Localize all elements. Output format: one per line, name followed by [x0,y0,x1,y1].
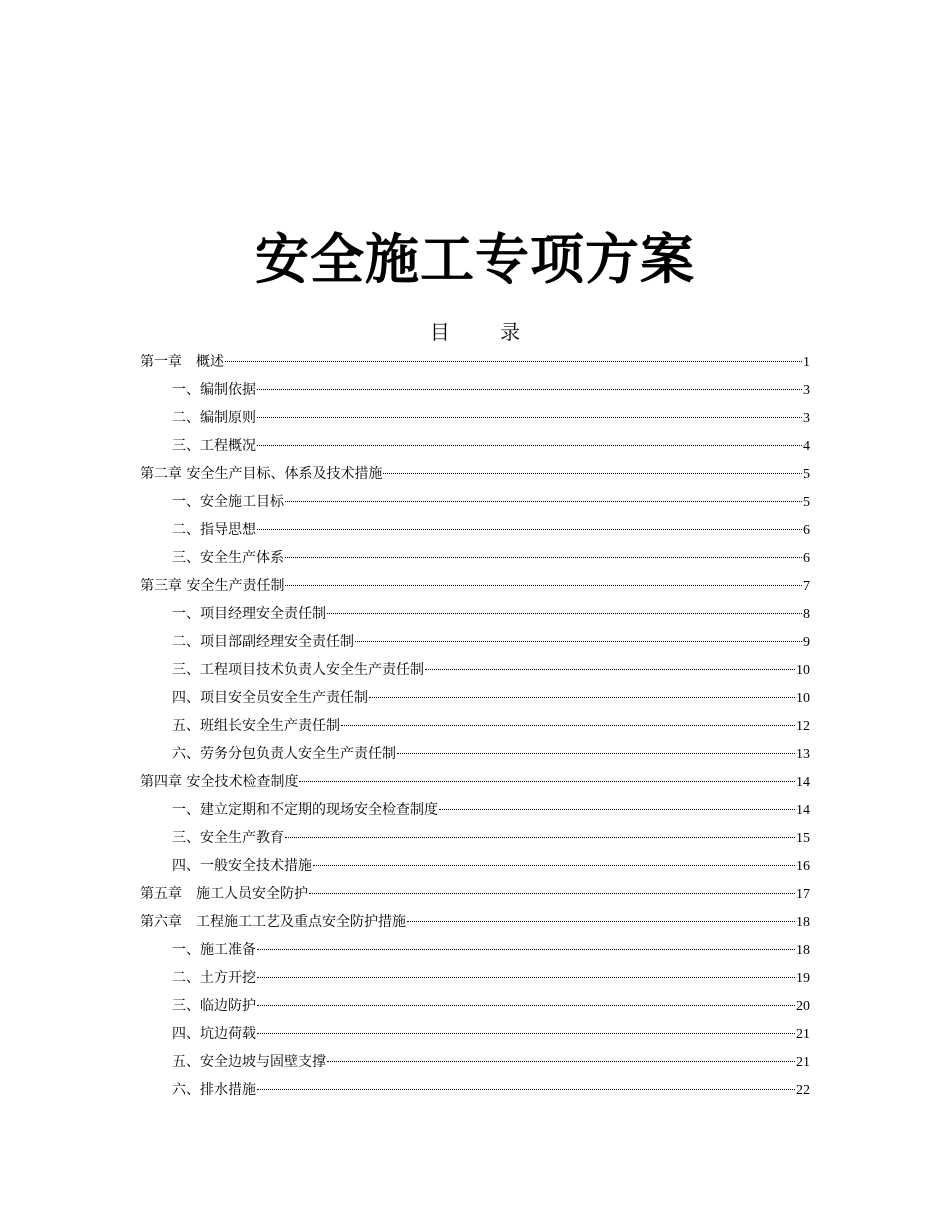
toc-entry-label: 三、安全生产体系 [172,550,284,566]
toc-dot-leader [439,809,795,810]
toc-dot-leader [407,921,795,922]
toc-section-entry[interactable] [140,992,810,1020]
toc-dot-leader [327,613,802,614]
toc-dot-leader [309,893,795,894]
toc-dot-leader [299,781,795,782]
toc-page-number: 18 [796,943,810,958]
toc-page-number: 1 [803,355,810,370]
toc-page-number: 13 [796,747,810,762]
toc-section-entry[interactable] [140,684,810,712]
toc-dot-leader [257,1033,795,1034]
toc-entry-label: 一、建立定期和不定期的现场安全检查制度 [172,802,438,818]
toc-section-entry[interactable] [140,404,810,432]
toc-section-entry[interactable] [140,936,810,964]
toc-entry-label: 四、项目安全员安全生产责任制 [172,690,368,706]
toc-section-entry[interactable] [140,516,810,544]
toc-section-entry[interactable] [140,712,810,740]
toc-chapter-entry[interactable] [140,908,810,936]
toc-dot-leader [257,1089,795,1090]
toc-page-number: 20 [796,999,810,1014]
toc-page-number: 5 [803,495,810,510]
toc-entry-label: 五、班组长安全生产责任制 [172,718,340,734]
toc-dot-leader [257,445,802,446]
toc-page-number: 21 [796,1055,810,1070]
toc-page-number: 7 [803,579,810,594]
toc-section-entry[interactable] [140,1076,810,1104]
toc-page-number: 6 [803,551,810,566]
toc-entry-label: 第一章 概述 [140,354,224,370]
toc-page-number: 14 [796,803,810,818]
toc-dot-leader [257,1005,795,1006]
toc-page-number: 15 [796,831,810,846]
toc-dot-leader [327,1061,795,1062]
toc-page-number: 18 [796,915,810,930]
toc-entry-label: 二、土方开挖 [172,970,256,986]
toc-entry-label: 二、项目部副经理安全责任制 [172,634,354,650]
toc-page-number: 22 [796,1083,810,1098]
toc-entry-label: 六、劳务分包负责人安全生产责任制 [172,746,396,762]
toc-page-number: 10 [796,663,810,678]
toc-page-number: 14 [796,775,810,790]
toc-entry-label: 三、工程概况 [172,438,256,454]
toc-dot-leader [369,697,795,698]
toc-dot-leader [225,361,802,362]
toc-dot-leader [257,949,795,950]
toc-entry-label: 四、坑边荷载 [172,1026,256,1042]
toc-section-entry[interactable] [140,432,810,460]
toc-entry-label: 五、安全边坡与固壁支撑 [172,1054,326,1070]
toc-chapter-entry[interactable] [140,768,810,796]
toc-page-number: 17 [796,887,810,902]
toc-dot-leader [257,529,802,530]
toc-entry-label: 一、项目经理安全责任制 [172,606,326,622]
toc-entry-label: 三、临边防护 [172,998,256,1014]
toc-dot-leader [257,417,802,418]
toc-page-number: 8 [803,607,810,622]
toc-section-entry[interactable] [140,544,810,572]
toc-dot-leader [285,837,795,838]
toc-section-entry[interactable] [140,1048,810,1076]
toc-page-number: 5 [803,467,810,482]
toc-dot-leader [383,473,802,474]
toc-entry-label: 一、施工准备 [172,942,256,958]
toc-dot-leader [341,725,795,726]
toc-entry-label: 三、安全生产教育 [172,830,284,846]
toc-dot-leader [313,865,795,866]
toc-dot-leader [355,641,802,642]
toc-entry-label: 第二章 安全生产目标、体系及技术措施 [140,466,383,482]
toc-entry-label: 第四章 安全技术检查制度 [140,774,299,790]
toc-section-entry[interactable] [140,740,810,768]
toc-entry-label: 四、一般安全技术措施 [172,858,312,874]
toc-section-entry[interactable] [140,796,810,824]
toc-page-number: 10 [796,691,810,706]
toc-dot-leader [285,585,802,586]
toc-page-number: 21 [796,1027,810,1042]
toc-dot-leader [285,557,802,558]
toc-entry-label: 三、工程项目技术负责人安全生产责任制 [172,662,424,678]
toc-section-entry[interactable] [140,824,810,852]
toc-section-entry[interactable] [140,852,810,880]
toc-entry-label: 第五章 施工人员安全防护 [140,886,308,902]
toc-chapter-entry[interactable] [140,880,810,908]
toc-section-entry[interactable] [140,488,810,516]
toc-heading: 目 录 [429,320,543,344]
toc-section-entry[interactable] [140,656,810,684]
toc-page-number: 6 [803,523,810,538]
toc-page-number: 9 [803,635,810,650]
toc-page-number: 19 [796,971,810,986]
toc-dot-leader [425,669,795,670]
toc-entry-label: 二、编制原则 [172,410,256,426]
toc-entry-label: 二、指导思想 [172,522,256,538]
toc-section-entry[interactable] [140,376,810,404]
toc-dot-leader [257,389,802,390]
toc-dot-leader [397,753,795,754]
table-of-contents [140,348,810,1104]
toc-page-number: 12 [796,719,810,734]
toc-section-entry[interactable] [140,964,810,992]
document-title: 安全施工专项方案 [255,228,695,291]
toc-page-number: 3 [803,383,810,398]
toc-chapter-entry[interactable] [140,572,810,600]
toc-chapter-entry[interactable] [140,460,810,488]
toc-entry-label: 第三章 安全生产责任制 [140,578,285,594]
toc-page-number: 16 [796,859,810,874]
toc-entry-label: 六、排水措施 [172,1082,256,1098]
toc-entry-label: 第六章 工程施工工艺及重点安全防护措施 [140,914,406,930]
toc-dot-leader [285,501,802,502]
toc-entry-label: 一、安全施工目标 [172,494,284,510]
toc-section-entry[interactable] [140,600,810,628]
toc-section-entry[interactable] [140,1020,810,1048]
toc-page-number: 3 [803,411,810,426]
toc-entry-label: 一、编制依据 [172,382,256,398]
toc-section-entry[interactable] [140,628,810,656]
toc-chapter-entry[interactable] [140,348,810,376]
toc-dot-leader [257,977,795,978]
toc-page-number: 4 [803,439,810,454]
